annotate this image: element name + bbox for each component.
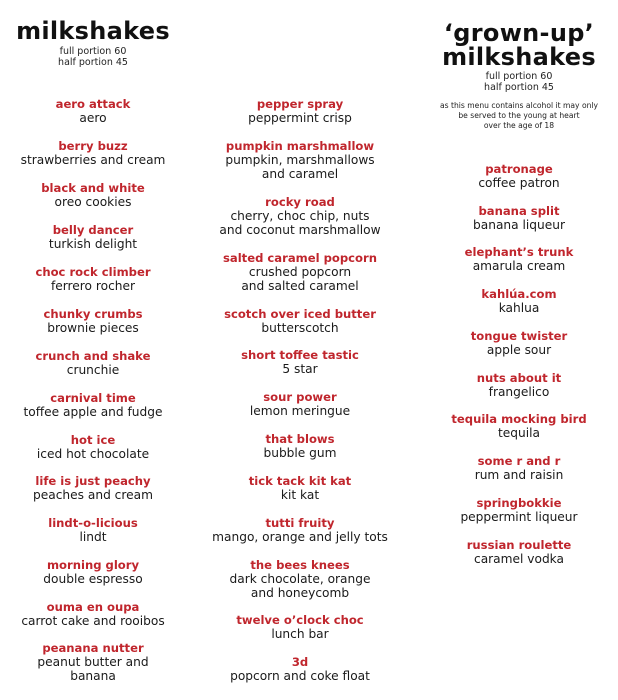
menu-item bbox=[200, 348, 400, 376]
menu-item-description-line: ferrero rocher bbox=[50, 279, 136, 293]
menu-item-description-line: crushed popcorn bbox=[248, 265, 352, 279]
menu-item bbox=[420, 329, 618, 357]
menu-item-description-line: oreo cookies bbox=[54, 195, 132, 209]
menu-item-description-line: cherry, choc chip, nuts bbox=[230, 209, 370, 223]
menu-item bbox=[420, 245, 618, 273]
menu-item-name: berry buzz bbox=[58, 139, 128, 153]
menu-item bbox=[200, 139, 400, 181]
menu-item bbox=[200, 195, 400, 237]
menu-item bbox=[0, 349, 186, 377]
menu-item bbox=[420, 412, 618, 440]
menu-item-name: kahlúa.com bbox=[481, 287, 557, 301]
menu-item bbox=[420, 162, 618, 190]
menu-item-name: sour power bbox=[263, 390, 337, 404]
menu-item bbox=[0, 307, 186, 335]
menu-item-name: morning glory bbox=[46, 558, 140, 572]
menu-item-name: that blows bbox=[265, 432, 335, 446]
menu-item-description bbox=[420, 552, 618, 566]
half-portion-price: half portion 45 bbox=[58, 57, 128, 68]
menu-item-description bbox=[0, 195, 186, 209]
menu-item-description-line: lemon meringue bbox=[249, 404, 351, 418]
menu-item-name: scotch over iced butter bbox=[224, 307, 376, 321]
menu-item bbox=[0, 641, 186, 683]
menu-item-name: choc rock climber bbox=[35, 265, 151, 279]
menu-item-description-line: rum and raisin bbox=[474, 468, 564, 482]
menu-item-name: hot ice bbox=[70, 433, 116, 447]
menu-item-description-line: kit kat bbox=[280, 488, 320, 502]
menu-item-description bbox=[0, 363, 186, 377]
grown-up-half-portion-price: half portion 45 bbox=[484, 82, 554, 93]
menu-item-description bbox=[0, 153, 186, 167]
menu-item bbox=[200, 474, 400, 502]
menu-item bbox=[420, 287, 618, 315]
full-portion-price: full portion 60 bbox=[59, 46, 127, 57]
menu-item bbox=[200, 558, 400, 600]
menu-item bbox=[0, 181, 186, 209]
menu-item bbox=[0, 139, 186, 167]
menu-item-name: springbokkie bbox=[476, 496, 562, 510]
menu-item-description-line: apple sour bbox=[486, 343, 552, 357]
menu-item-name: rocky road bbox=[265, 195, 335, 209]
menu-item-description-line: popcorn and coke float bbox=[230, 669, 370, 683]
menu-item-name: lindt-o-licious bbox=[48, 516, 138, 530]
age-notice-line3: over the age of 18 bbox=[483, 121, 555, 130]
menu-item-description-line: 5 star bbox=[282, 362, 318, 376]
menu-item-description-line: peanut butter and bbox=[37, 655, 149, 669]
menu-item-name: chunky crumbs bbox=[43, 307, 143, 321]
menu-item bbox=[420, 371, 618, 399]
menu-item-description bbox=[420, 426, 618, 440]
menu-item-description-line: peppermint crisp bbox=[248, 111, 352, 125]
menu-item-name: 3d bbox=[291, 655, 309, 669]
menu-item-name: pumpkin marshmallow bbox=[225, 139, 375, 153]
menu-item-description bbox=[0, 447, 186, 461]
menu-item-description-line: tequila bbox=[498, 426, 540, 440]
menu-item bbox=[420, 454, 618, 482]
menu-item-description bbox=[0, 530, 186, 544]
menu-item bbox=[200, 516, 400, 544]
menu-item-description bbox=[0, 237, 186, 251]
menu-item-description-line: and caramel bbox=[261, 167, 339, 181]
menu-item bbox=[0, 433, 186, 461]
menu-item-name: ouma en oupa bbox=[46, 600, 140, 614]
menu-item-description-line: aero bbox=[79, 111, 107, 125]
menu-item-description bbox=[200, 627, 400, 641]
menu-item bbox=[0, 600, 186, 628]
menu-item-description-line: caramel vodka bbox=[474, 552, 564, 566]
menu-item bbox=[0, 474, 186, 502]
menu-item bbox=[0, 265, 186, 293]
menu-item-description bbox=[420, 259, 618, 273]
menu-item-description bbox=[420, 218, 618, 232]
menu-item bbox=[200, 432, 400, 460]
menu-item-name: life is just peachy bbox=[35, 474, 151, 488]
menu-item-name: tutti fruity bbox=[265, 516, 335, 530]
menu-item-description-line: double espresso bbox=[43, 572, 143, 586]
menu-item-name: russian roulette bbox=[466, 538, 572, 552]
menu-item bbox=[200, 655, 400, 683]
menu-item-description bbox=[0, 321, 186, 335]
menu-item bbox=[0, 223, 186, 251]
menu-item-description bbox=[420, 385, 618, 399]
menu-item-description bbox=[200, 530, 400, 544]
menu-item bbox=[200, 251, 400, 293]
menu-item-description-line: frangelico bbox=[488, 385, 550, 399]
menu-item-description bbox=[420, 510, 618, 524]
menu-item-description bbox=[420, 468, 618, 482]
menu-item-name: black and white bbox=[41, 181, 145, 195]
menu-item-description-line: banana bbox=[70, 669, 116, 683]
grown-up-full-portion-price: full portion 60 bbox=[485, 71, 553, 82]
menu-item-description-line: turkish delight bbox=[48, 237, 138, 251]
menu-item-description-line: iced hot chocolate bbox=[36, 447, 150, 461]
menu-item-description-line: and honeycomb bbox=[250, 586, 350, 600]
menu-item bbox=[200, 97, 400, 125]
menu-item-name: banana split bbox=[478, 204, 560, 218]
menu-item-description bbox=[0, 405, 186, 419]
menu-item-description bbox=[0, 111, 186, 125]
menu-item-description-line: butterscotch bbox=[261, 321, 339, 335]
menu-item bbox=[0, 97, 186, 125]
menu-item-name: tick tack kit kat bbox=[248, 474, 352, 488]
menu-item-name: some r and r bbox=[477, 454, 561, 468]
menu-item-description-line: carrot cake and rooibos bbox=[21, 614, 165, 628]
milkshakes-title: milkshakes bbox=[16, 17, 170, 45]
menu-item-description bbox=[200, 669, 400, 683]
menu-item bbox=[0, 558, 186, 586]
menu-item-description bbox=[200, 572, 400, 600]
menu-item bbox=[420, 496, 618, 524]
menu-item bbox=[200, 613, 400, 641]
menu-item bbox=[200, 307, 400, 335]
menu-item-description bbox=[200, 446, 400, 460]
menu-item-description-line: amarula cream bbox=[472, 259, 566, 273]
menu-item-description-line: banana liqueur bbox=[473, 218, 565, 232]
menu-item-name: salted caramel popcorn bbox=[222, 251, 377, 265]
menu-item-description-line: lunch bar bbox=[271, 627, 329, 641]
menu-item-name: tongue twister bbox=[470, 329, 568, 343]
menu-item-name: nuts about it bbox=[476, 371, 562, 385]
menu-item-description-line: dark chocolate, orange bbox=[229, 572, 371, 586]
menu-item-name: aero attack bbox=[55, 97, 131, 111]
menu-item-description-line: and salted caramel bbox=[241, 279, 359, 293]
menu-item-description bbox=[0, 655, 186, 683]
menu-item-name: carnival time bbox=[50, 391, 136, 405]
menu-item-description-line: coffee patron bbox=[478, 176, 560, 190]
age-notice-line2: be served to the young at heart bbox=[458, 111, 580, 120]
grown-up-title-line1: ‘grown-up’ bbox=[443, 19, 595, 47]
menu-item-name: belly dancer bbox=[52, 223, 134, 237]
menu-item-description bbox=[0, 614, 186, 628]
menu-item-description bbox=[200, 488, 400, 502]
menu-item bbox=[0, 516, 186, 544]
menu-item-name: patronage bbox=[485, 162, 553, 176]
menu-item-description bbox=[0, 572, 186, 586]
grown-up-title-line2: milkshakes bbox=[442, 43, 596, 71]
menu-item-name: tequila mocking bird bbox=[451, 412, 587, 426]
menu-item-name: short toffee tastic bbox=[241, 348, 359, 362]
menu-item-description bbox=[420, 343, 618, 357]
menu-item-description bbox=[200, 153, 400, 181]
menu-item-description-line: toffee apple and fudge bbox=[23, 405, 163, 419]
menu-item-name: twelve o’clock choc bbox=[236, 613, 364, 627]
menu-item-description bbox=[200, 362, 400, 376]
menu-item-description-line: lindt bbox=[79, 530, 107, 544]
menu-item-description bbox=[200, 321, 400, 335]
menu-item-description bbox=[420, 176, 618, 190]
menu-item-description-line: peaches and cream bbox=[33, 488, 153, 502]
menu-item-name: elephant’s trunk bbox=[464, 245, 574, 259]
menu-item-description-line: and coconut marshmallow bbox=[219, 223, 381, 237]
menu-item-description bbox=[0, 488, 186, 502]
menu-item-description bbox=[200, 404, 400, 418]
menu-item-description-line: peppermint liqueur bbox=[460, 510, 578, 524]
age-notice-line1: as this menu contains alcohol it may only bbox=[439, 101, 599, 110]
menu-item-description bbox=[0, 279, 186, 293]
menu-item-description-line: crunchie bbox=[66, 363, 120, 377]
menu-item-description bbox=[200, 265, 400, 293]
menu-item-description-line: brownie pieces bbox=[47, 321, 139, 335]
menu-item-description-line: kahlua bbox=[498, 301, 540, 315]
menu-item-description bbox=[420, 301, 618, 315]
menu-item bbox=[200, 390, 400, 418]
menu-item-description-line: pumpkin, marshmallows bbox=[225, 153, 375, 167]
menu-item-name: the bees knees bbox=[250, 558, 350, 572]
menu-item-name: pepper spray bbox=[256, 97, 344, 111]
menu-item-description-line: mango, orange and jelly tots bbox=[212, 530, 388, 544]
menu-item-description-line: bubble gum bbox=[263, 446, 337, 460]
menu-item bbox=[0, 391, 186, 419]
menu-item-name: peanana nutter bbox=[42, 641, 144, 655]
menu-item-name: crunch and shake bbox=[35, 349, 151, 363]
menu-item-description bbox=[200, 111, 400, 125]
menu-item-description bbox=[200, 209, 400, 237]
menu-item bbox=[420, 204, 618, 232]
menu-item-description-line: strawberries and cream bbox=[20, 153, 166, 167]
menu-item bbox=[420, 538, 618, 566]
